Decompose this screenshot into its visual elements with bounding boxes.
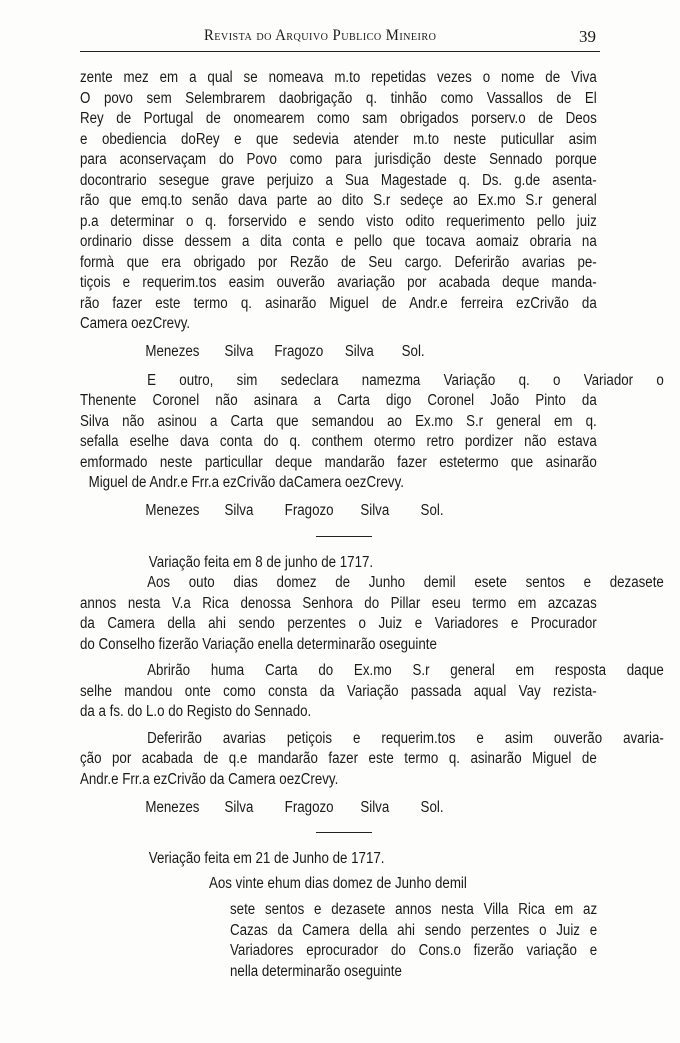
text-line: Aos outo dias domez de Junho demil esete sentos e dezasete bbox=[147, 574, 664, 591]
signatures-1 bbox=[80, 341, 662, 365]
text-line: annos nesta V.a Rica denossa Senhora do Pillar eseu termo em azcazas bbox=[80, 594, 597, 612]
section-title: Veriação feita em 21 de Junho de 1717. bbox=[148, 850, 385, 867]
signature-name: Silva bbox=[360, 798, 390, 816]
text-line: p.a determinar o q. forservido e sendo visto odito requerimento pello juiz bbox=[80, 212, 597, 230]
text-line: Deferirão avarias petiçois e requerim.tos e asim ouverão avaria- bbox=[147, 729, 664, 747]
section-divider bbox=[316, 536, 372, 537]
signature-name: Menezes bbox=[145, 343, 200, 361]
text-line: zente mez em a qual se nomeava m.to repetidas vezes o nome de Viva bbox=[80, 69, 597, 86]
signature-name: Silva bbox=[224, 502, 254, 520]
text-line: O povo sem Selembrarem daobrigação q. tinhão como Vassallos de El bbox=[80, 89, 597, 107]
text-line: e obediencia doRey e que sedevia atender m.to neste puticullar asim bbox=[80, 130, 597, 148]
text-line: Silva não asinou a Carta que semandou ao Ex.mo S.r general em q. bbox=[80, 412, 597, 430]
text-line: nella determinarão oseguinte bbox=[230, 962, 402, 980]
text-line: sefalla eselhe dava conta do q. conthem otermo retro pordizer não estava bbox=[80, 433, 597, 450]
text-line: emformado neste particullar deque mandarão fazer estetermo que asinarão bbox=[80, 453, 597, 471]
text-line: para aconservaçam do Povo como para jurisdição deste Sennado porque bbox=[80, 151, 597, 168]
text-line: Andr.e Frr.a ezCrivão da Camera oezCrevy. bbox=[80, 770, 339, 788]
text-line: Abrirão huma Carta do Ex.mo S.r general em resposta daque bbox=[147, 662, 664, 679]
signature-name: Menezes bbox=[145, 798, 200, 816]
page-number: 39 bbox=[579, 27, 596, 46]
text-line: selhe mandou onte como consta da Variação passada aqual Vay rezista- bbox=[80, 682, 597, 700]
signature-name: Silva bbox=[224, 798, 254, 816]
text-line: formà que era obrigado por Rezão de Seu cargo. Deferirão avarias pe- bbox=[80, 253, 597, 271]
section-1 bbox=[80, 553, 664, 656]
section-divider bbox=[316, 832, 372, 833]
header-rule bbox=[80, 51, 600, 52]
text-line: Miguel de Andr.e Frr.a ezCrivão daCamera oezCrevy. bbox=[88, 474, 404, 491]
running-title: Revista do Arquivo Publico Mineiro bbox=[204, 27, 437, 44]
signatures-3 bbox=[80, 796, 662, 820]
paragraph-4 bbox=[80, 661, 664, 723]
signature-name: Fragozo bbox=[274, 343, 324, 361]
page-body bbox=[80, 68, 664, 982]
text-line: E outro, sim sedeclara namezma Variação q. o Variador o bbox=[147, 371, 664, 389]
signatures-2 bbox=[80, 500, 662, 524]
paragraph-5 bbox=[80, 729, 664, 791]
text-line: Aos vinte ehum dias domez de Junho demil bbox=[209, 874, 467, 892]
text-line: da Camera della ahi sendo perzentes o Juiz e Variadores e Procurador bbox=[80, 615, 597, 632]
signature-name: Silva bbox=[224, 343, 254, 361]
page-header bbox=[80, 27, 600, 53]
text-line: tiçois e requerim.tos easim ouverão avariação por acabada deque manda- bbox=[80, 274, 597, 291]
paragraph-1 bbox=[80, 68, 598, 335]
section-2 bbox=[80, 849, 598, 894]
signature-name: Silva bbox=[360, 502, 390, 520]
text-line: rão que emq.to senão dava parte ao dito S.r sedeçe ao Ex.mo S.r general bbox=[80, 192, 597, 209]
signature-name: Sol. bbox=[420, 502, 444, 520]
text-line: Camera oezCrevy. bbox=[80, 315, 191, 332]
text-line: Variadores eprocurador do Cons.o fizerão variação e bbox=[230, 942, 598, 959]
text-line: Rey de Portugal de onomearem como sam obrigados porserv.o de Deos bbox=[80, 110, 597, 127]
text-line: ordinario disse dessem a dita conta e pello que tocava aomaiz obraria na bbox=[80, 233, 597, 250]
signature-name: Sol. bbox=[420, 798, 444, 816]
signature-name: Fragozo bbox=[284, 798, 334, 816]
text-line: sete sentos e dezasete annos nesta Villa Rica em az bbox=[230, 901, 598, 918]
text-line: da a fs. do L.o do Registo do Sennado. bbox=[80, 703, 312, 720]
text-line: rão fazer este termo q. asinarão Miguel de Andr.e ferreira ezCrivão da bbox=[80, 294, 597, 312]
text-line: docontrario sesegue grave perjuizo a Sua Magestade q. Ds. g.de asenta- bbox=[80, 171, 597, 189]
text-line: ção por acabada de q.e mandarão fazer este termo q. asinarão Miguel de bbox=[80, 750, 597, 767]
signature-name: Menezes bbox=[145, 502, 200, 520]
paragraph-6 bbox=[80, 900, 598, 982]
text-line: Thenente Coronel não asinara a Carta digo Coronel João Pinto da bbox=[80, 392, 597, 409]
signature-name: Silva bbox=[344, 343, 374, 361]
section-title: Variação feita em 8 de junho de 1717. bbox=[148, 553, 374, 571]
signature-name: Fragozo bbox=[284, 502, 334, 520]
text-line: Cazas da Camera della ahi sendo perzentes o Juiz e bbox=[230, 921, 598, 939]
paragraph-2 bbox=[80, 371, 664, 494]
text-line: do Conselho fizerão Variação enella determinarão oseguinte bbox=[80, 635, 437, 653]
signature-name: Sol. bbox=[401, 343, 425, 361]
